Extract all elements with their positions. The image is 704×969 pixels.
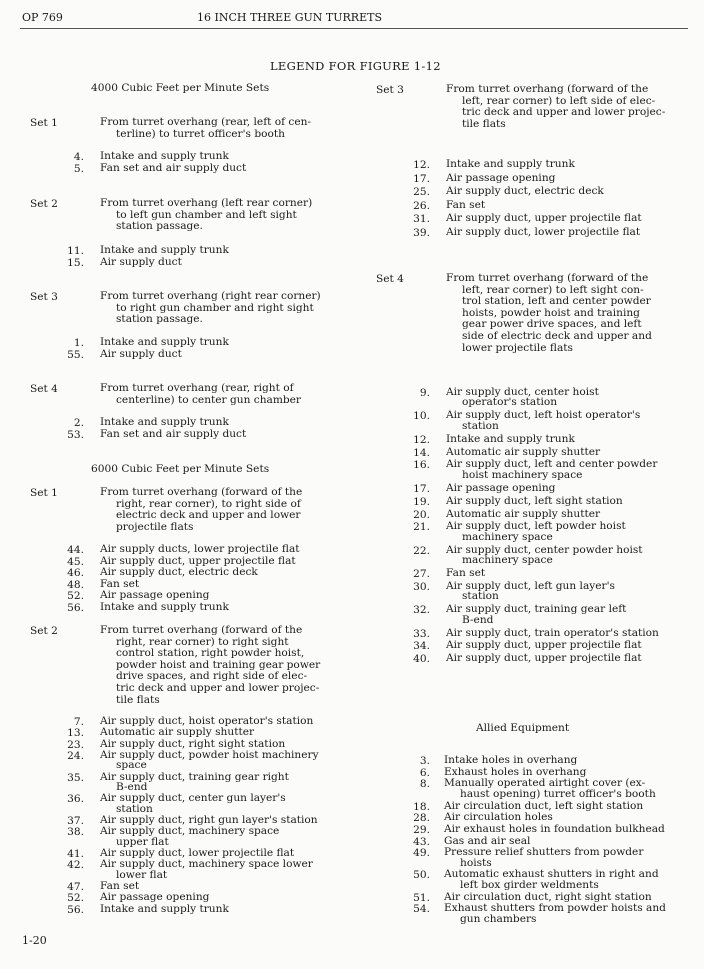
legend-item-number: 45. xyxy=(67,555,84,568)
legend-item-number: 56. xyxy=(67,903,84,916)
legend-item-text: Intake and supply trunk xyxy=(446,158,575,170)
legend-item-number: 47. xyxy=(67,881,84,893)
legend-item-number: 39. xyxy=(413,227,430,239)
set-description-line: hoists, powder hoist and training xyxy=(462,306,640,319)
legend-item-text: Air supply duct, center hoist xyxy=(446,386,599,398)
legend-item-text: Air supply duct, left powder hoist xyxy=(446,520,626,533)
legend-item-number: 36. xyxy=(67,793,84,806)
legend-item-number: 53. xyxy=(67,428,84,441)
legend-item-number: 38. xyxy=(67,826,84,839)
legend-item-text: gun chambers xyxy=(460,912,537,925)
legend-item-text: Air supply duct, center powder hoist xyxy=(446,543,643,556)
legend-item-number: 54. xyxy=(413,903,430,916)
legend-item-text: Air supply duct, left and center powder xyxy=(446,458,658,471)
legend-item-number: 20. xyxy=(413,508,430,521)
legend-item-text: Air supply duct, hoist operator's station xyxy=(100,715,314,727)
document-id: OP 769 xyxy=(22,11,63,24)
set-description-line: centerline) to center gun chamber xyxy=(116,393,301,406)
legend-item-text: Air supply duct, upper projectile flat xyxy=(446,212,642,225)
legend-item-text: Manually operated airtight cover (ex- xyxy=(444,777,646,790)
legend-item-number: 13. xyxy=(67,727,84,740)
legend-item-number: 8. xyxy=(419,778,430,791)
legend-item-text: Fan set and air supply duct xyxy=(100,161,247,174)
legend-item-number: 19. xyxy=(413,495,430,508)
legend-item-text: Air circulation duct, right sight station xyxy=(444,890,652,903)
legend-item-text: Pressure relief shutters from powder xyxy=(444,846,644,859)
set-description-line: projectile flats xyxy=(116,520,194,533)
set-label: Set 2 xyxy=(30,625,58,637)
legend-item-text: Automatic exhaust shutters in right and xyxy=(444,868,659,881)
legend-item-text: Exhaust holes in overhang xyxy=(444,765,587,778)
legend-item-text: Intake and supply trunk xyxy=(100,601,229,613)
legend-item-text: Fan set xyxy=(100,577,140,590)
legend-item-number: 34. xyxy=(413,640,430,653)
legend-item-number: 35. xyxy=(67,771,84,784)
legend-item-number: 14. xyxy=(413,446,430,459)
legend-item-number: 55. xyxy=(67,348,84,361)
set-description-line: control station, right powder hoist, xyxy=(116,647,305,660)
legend-item-text: Air passage opening xyxy=(100,891,210,904)
legend-item-text: Gas and air seal xyxy=(444,834,531,847)
legend-item-number: 23. xyxy=(67,738,84,751)
set-description-line: From turret overhang (right rear corner) xyxy=(100,290,321,302)
legend-item-number: 12. xyxy=(413,433,430,446)
legend-item-text: Fan set and air supply duct xyxy=(100,427,247,440)
set-description-line: side of electric deck and upper and xyxy=(462,330,652,342)
legend-item-number: 49. xyxy=(413,847,430,860)
legend-item-number: 17. xyxy=(413,482,430,495)
legend-item-number: 15. xyxy=(67,256,84,269)
set-description-line: station passage. xyxy=(116,220,203,233)
set-description-line: right, rear corner), to right side of xyxy=(116,497,301,510)
legend-item-text: Air supply duct, left gun layer's xyxy=(446,579,615,592)
legend-item-text: station xyxy=(116,802,153,815)
legend-item-text: Intake and supply trunk xyxy=(100,416,229,428)
legend-item-number: 10. xyxy=(413,410,430,423)
legend-item-text: Air passage opening xyxy=(100,589,210,602)
legend-item-text: Air supply duct, lower projectile flat xyxy=(100,847,295,859)
legend-item-text: Air supply duct, machinery space lower xyxy=(100,858,313,871)
legend-item-number: 17. xyxy=(413,172,430,185)
legend-item-text: Intake and supply trunk xyxy=(100,336,229,348)
legend-item-text: Air exhaust holes in foundation bulkhead xyxy=(444,822,665,835)
legend-item-number: 44. xyxy=(67,544,84,556)
set-description-line: right, rear corner) to right sight xyxy=(116,635,289,648)
set-label: Set 3 xyxy=(376,84,404,96)
set-description-line: tile flats xyxy=(462,117,506,130)
legend-item-number: 28. xyxy=(413,812,430,825)
set-description-line: terline) to turret officer's booth xyxy=(116,127,285,140)
legend-item-number: 41. xyxy=(67,848,84,860)
legend-item-text: upper flat xyxy=(116,835,169,848)
legend-item-number: 52. xyxy=(67,590,84,603)
legend-item-text: Air supply duct, center gun layer's xyxy=(100,792,286,805)
legend-item-text: Air supply duct, left hoist operator's xyxy=(446,409,641,422)
legend-item-text: machinery space xyxy=(462,530,553,543)
set-description-line: powder hoist and training gear power xyxy=(116,658,321,671)
legend-item-number: 56. xyxy=(67,602,84,614)
set-description-line: From turret overhang (forward of the xyxy=(446,83,649,95)
legend-item-text: Air supply duct, powder hoist machinery xyxy=(100,748,319,761)
legend-item-number: 46. xyxy=(67,567,84,580)
set-description-line: station passage. xyxy=(116,313,203,326)
legend-item-text: Air supply duct, training gear right xyxy=(100,770,289,783)
legend-item-number: 50. xyxy=(413,869,430,882)
legend-item-text: Automatic air supply shutter xyxy=(446,445,601,458)
legend-item-text: haust opening) turret officer's booth xyxy=(460,787,656,800)
set-description-line: lower projectile flats xyxy=(462,341,573,354)
set-description-line: tric deck and upper and lower projec- xyxy=(462,106,666,119)
legend-item-number: 12. xyxy=(413,159,430,171)
legend-item-number: 32. xyxy=(413,604,430,617)
legend-item-number: 30. xyxy=(413,580,430,593)
set-description-line: From turret overhang (left rear corner) xyxy=(100,197,313,209)
set-description-line: From turret overhang (rear, right of xyxy=(100,382,294,394)
legend-item-text: space xyxy=(116,759,147,772)
set-description-line: to right gun chamber and right sight xyxy=(116,301,314,314)
set-description-line: From turret overhang (forward of the xyxy=(100,486,303,498)
set-description-line: From turret overhang (rear, left of cen- xyxy=(100,116,312,128)
legend-item-number: 43. xyxy=(413,835,430,848)
legend-item-number: 22. xyxy=(413,544,430,557)
legend-item-text: Air supply duct, upper projectile flat xyxy=(100,554,296,567)
set-description-line: From turret overhang (forward of the xyxy=(446,272,649,284)
legend-item-text: Air supply duct, electric deck xyxy=(446,185,604,198)
legend-item-text: Air passage opening xyxy=(446,481,556,494)
legend-item-text: Air supply ducts, lower projectile flat xyxy=(100,543,300,555)
legend-item-number: 5. xyxy=(73,162,84,175)
legend-item-number: 6. xyxy=(419,766,430,779)
legend-item-text: Air circulation holes xyxy=(444,811,553,824)
set-description-line: tric deck and upper and lower projec- xyxy=(116,682,320,694)
legend-item-text: hoists xyxy=(460,856,492,869)
legend-item-text: Air supply duct, electric deck xyxy=(100,566,258,579)
running-title: 16 INCH THREE GUN TURRETS xyxy=(197,11,382,24)
legend-item-number: 26. xyxy=(413,199,430,212)
legend-item-text: Exhaust shutters from powder hoists and xyxy=(444,902,666,915)
set-description-line: tile flats xyxy=(116,693,160,706)
legend-item-text: Automatic air supply shutter xyxy=(446,507,601,520)
legend-item-text: operator's station xyxy=(462,396,558,409)
legend-item-text: Intake and supply trunk xyxy=(100,150,229,162)
legend-item-number: 40. xyxy=(413,653,430,666)
legend-item-text: B-end xyxy=(462,613,494,626)
legend-item-number: 11. xyxy=(67,245,84,257)
legend-item-number: 9. xyxy=(419,387,430,399)
set-label: Set 2 xyxy=(30,198,58,210)
legend-item-text: Fan set xyxy=(100,880,140,892)
legend-item-number: 29. xyxy=(413,823,430,836)
legend-item-number: 27. xyxy=(413,568,430,580)
legend-item-number: 7. xyxy=(73,716,84,728)
page-title: LEGEND FOR FIGURE 1-12 xyxy=(270,59,441,73)
legend-item-text: Air supply duct xyxy=(100,347,182,360)
legend-item-text: Intake and supply trunk xyxy=(446,432,575,445)
set-description-line: left, rear corner) to left side of elec- xyxy=(462,94,656,107)
legend-item-text: Fan set xyxy=(446,198,486,211)
legend-item-number: 21. xyxy=(413,521,430,534)
set-label: Set 1 xyxy=(30,487,58,499)
legend-item-number: 16. xyxy=(413,459,430,472)
legend-item-text: Air circulation duct, left sight station xyxy=(444,799,644,812)
legend-item-text: station xyxy=(462,590,499,603)
set-description-line: gear power drive spaces, and left xyxy=(462,318,642,331)
set-label: Set 4 xyxy=(30,383,58,395)
page-number: 1-20 xyxy=(22,934,47,947)
legend-item-text: lower flat xyxy=(116,868,168,881)
legend-item-text: Automatic air supply shutter xyxy=(100,726,255,739)
legend-item-number: 25. xyxy=(413,186,430,199)
set-label: Set 3 xyxy=(30,291,58,303)
legend-item-number: 48. xyxy=(67,578,84,591)
legend-item-number: 4. xyxy=(73,151,84,163)
legend-item-text: Air supply duct, upper projectile flat xyxy=(446,639,642,652)
heading-allied-equipment: Allied Equipment xyxy=(476,722,570,734)
set-label: Set 4 xyxy=(376,273,404,285)
set-description-line: left, rear corner) to left sight con- xyxy=(462,283,644,296)
set-description-line: drive spaces, and right side of elec- xyxy=(116,670,308,683)
legend-item-text: Air supply duct, left sight station xyxy=(446,494,623,507)
legend-item-text: station xyxy=(462,419,499,432)
legend-item-text: Intake and supply trunk xyxy=(100,902,229,915)
legend-item-number: 31. xyxy=(413,213,430,226)
legend-item-text: left box girder weldments xyxy=(460,878,599,891)
legend-item-text: Intake and supply trunk xyxy=(100,244,229,256)
set-label: Set 1 xyxy=(30,117,58,129)
legend-item-number: 3. xyxy=(419,755,430,767)
legend-item-text: Air supply duct, machinery space xyxy=(100,825,280,838)
set-description-line: From turret overhang (forward of the xyxy=(100,624,303,636)
legend-item-number: 51. xyxy=(413,891,430,904)
heading-4000-cfm: 4000 Cubic Feet per Minute Sets xyxy=(91,82,270,94)
legend-item-number: 37. xyxy=(67,815,84,827)
legend-item-text: Air supply duct, training gear left xyxy=(446,603,627,616)
legend-item-number: 24. xyxy=(67,749,84,762)
legend-item-number: 18. xyxy=(413,800,430,813)
header-rule xyxy=(20,28,688,29)
legend-item-number: 33. xyxy=(413,627,430,640)
set-description-line: to left gun chamber and left sight xyxy=(116,208,297,221)
legend-item-text: Air supply duct, right sight station xyxy=(100,737,286,750)
legend-item-number: 1. xyxy=(73,337,84,349)
legend-item-text: Fan set xyxy=(446,567,486,579)
legend-item-number: 2. xyxy=(73,417,84,429)
set-description-line: electric deck and upper and lower xyxy=(116,509,301,522)
legend-item-text: Air supply duct, upper projectile flat xyxy=(446,652,642,665)
legend-item-text: Air supply duct, lower projectile flat xyxy=(446,226,641,238)
heading-6000-cfm: 6000 Cubic Feet per Minute Sets xyxy=(91,463,270,475)
legend-item-text: Air supply duct, train operator's station xyxy=(446,626,659,639)
legend-item-text: Air supply duct xyxy=(100,255,182,268)
legend-item-number: 52. xyxy=(67,892,84,905)
legend-item-number: 42. xyxy=(67,859,84,872)
legend-item-text: B-end xyxy=(116,781,148,793)
set-description-line: trol station, left and center powder xyxy=(462,295,651,308)
legend-item-text: Air passage opening xyxy=(446,171,556,184)
legend-item-text: machinery space xyxy=(462,554,553,567)
legend-item-text: Intake holes in overhang xyxy=(444,754,578,766)
legend-item-text: Air supply duct, right gun layer's station xyxy=(100,814,318,826)
legend-item-text: hoist machinery space xyxy=(462,468,583,481)
